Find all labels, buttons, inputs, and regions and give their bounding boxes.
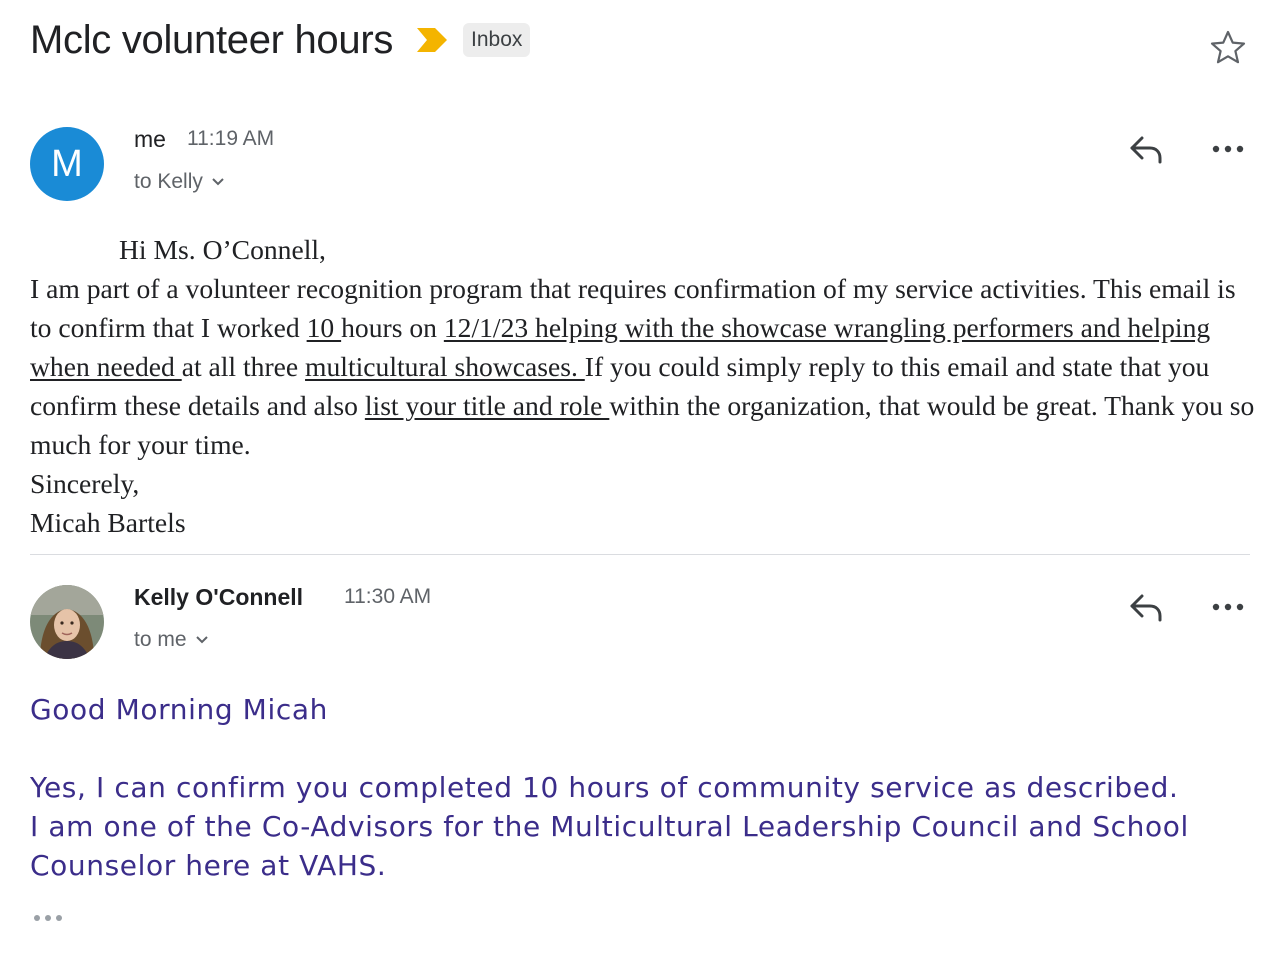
show-trimmed-content-icon[interactable] <box>32 908 68 928</box>
chevron-down-icon[interactable] <box>195 635 209 645</box>
closing: Sincerely, <box>30 468 140 499</box>
event-name: multicultural showcases. <box>305 351 585 382</box>
reply-icon[interactable] <box>1126 588 1166 628</box>
hours-value: 10 <box>306 312 342 343</box>
message-time: 11:30 AM <box>344 585 432 608</box>
recipient-label: to Kelly <box>134 170 203 193</box>
message-body <box>30 230 1260 542</box>
chevron-down-icon[interactable] <box>211 177 225 187</box>
message-divider <box>30 554 1250 555</box>
request-text: list your title and role <box>364 390 610 421</box>
email-subject: Mclc volunteer hours <box>30 17 394 62</box>
message-time: 11:19 AM <box>187 127 275 150</box>
message-body <box>30 690 1260 885</box>
thread-header <box>30 10 530 70</box>
body-line: I am one of the Co-Advisors for the Multicultural Leadership Council and School Counselor here at VAHS. <box>30 810 1189 882</box>
recipient-details[interactable] <box>134 170 225 194</box>
sender-name[interactable]: Kelly O'Connell <box>134 584 304 610</box>
recipient-details[interactable] <box>134 628 209 652</box>
body-line: Yes, I can confirm you completed 10 hours of community service as described. <box>30 771 1179 804</box>
more-options-icon[interactable] <box>1208 129 1248 169</box>
inbox-label-chip[interactable]: Inbox <box>463 23 530 57</box>
sender-name[interactable]: me <box>134 126 166 152</box>
more-options-icon[interactable] <box>1208 587 1248 627</box>
avatar[interactable] <box>30 127 104 201</box>
star-icon[interactable] <box>1208 28 1248 68</box>
avatar[interactable] <box>30 585 104 659</box>
signature: Micah Bartels <box>30 507 186 538</box>
reply-icon[interactable] <box>1126 130 1166 170</box>
blank-line <box>30 729 1260 768</box>
recipient-label: to me <box>134 628 187 651</box>
greeting: Good Morning Micah <box>30 693 328 726</box>
greeting: Hi Ms. O’Connell, <box>119 234 326 265</box>
profile-photo <box>30 585 104 659</box>
service-details: 12/1/23 helping with the showcase wrangling performers and helping when needed <box>30 312 1211 382</box>
importance-marker-icon[interactable] <box>415 26 449 54</box>
body-paragraph: I am part of a volunteer recognition program that requires confirmation of my service activities. This email is to confirm that I worked 10 hours on 12/1/23 helping with the showcase wrangling performers and helping when needed at all three multicultural showcases. If you could simply reply to this email and state that you confirm these details and also list your title and role within the organization, that would be great. Thank you so much for your time. <box>30 273 1255 460</box>
avatar-letter: M <box>51 142 83 185</box>
